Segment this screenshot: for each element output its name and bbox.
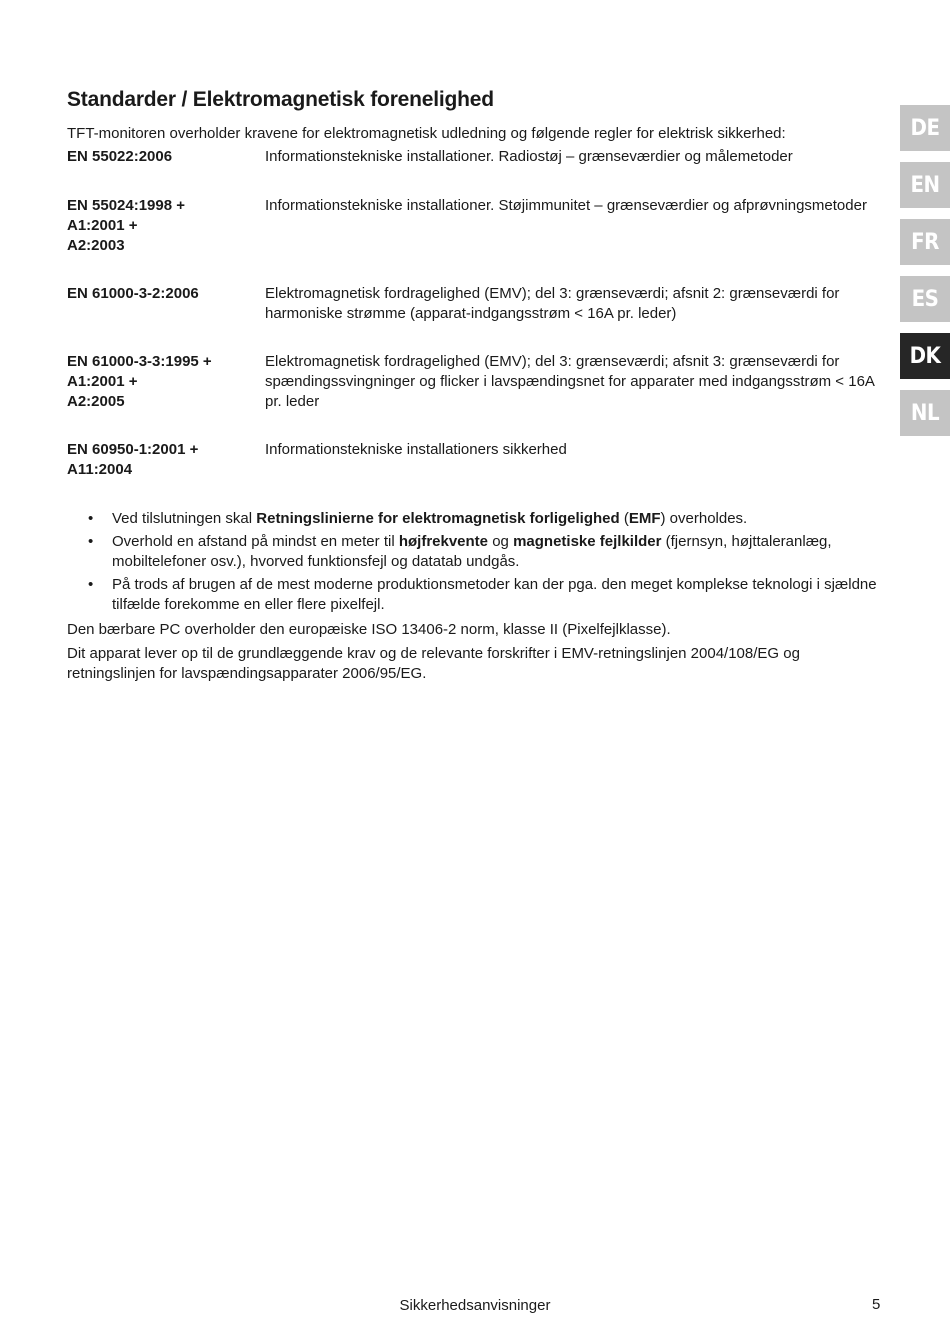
standard-code-line: A1:2001 + [67, 373, 138, 390]
standard-description: Informationstekniske installationer. Støjimmunitet – grænseværdier og afprøvningsmetoder [265, 197, 867, 214]
bullet-text: (fjernsyn, højttaleranlæg, mobiltelefoner osv.), hvorved funktionsfejl og datatab undgås. [112, 533, 832, 570]
standard-code-line: EN 61000-3-2:2006 [67, 285, 199, 302]
tab-en[interactable]: EN [900, 162, 950, 208]
directive-paragraph: Dit apparat lever op til de grundlæggende krav og de relevante forskrifter i EMV-retningslinjen 2004/108/EG og retningslinjen for lavspændingsapparater 2006/95/EG. [67, 645, 800, 682]
tab-es[interactable]: ES [900, 276, 950, 322]
bullet-text: og [488, 533, 514, 550]
page-heading: Standarder / Elektromagnetisk forenelighed [67, 88, 494, 111]
bullet-icon: • [88, 510, 94, 527]
standard-code [67, 147, 257, 167]
standard-code-line: EN 60950-1:2001 + [67, 441, 199, 458]
bullet-text: På trods af brugen af de mest moderne produktionsmetoder kan der pga. den meget komplekse teknologi i sjældne tilfælde forekomme en eller flere pixelfejl. [112, 576, 877, 613]
iso-paragraph: Den bærbare PC overholder den europæiske ISO 13406-2 norm, klasse II (Pixelfejlklasse). [67, 621, 671, 638]
standard-code-line: A1:2001 + [67, 217, 138, 234]
bullet-text: Overhold en afstand på mindst en meter til [112, 533, 399, 550]
standard-code [67, 284, 257, 304]
bullet-text: Ved tilslutningen skal [112, 510, 257, 527]
tab-fr[interactable]: FR [900, 219, 950, 265]
bullet-text: ) overholdes. [660, 510, 748, 527]
standard-code-line: EN 55022:2006 [67, 148, 173, 165]
standard-code-line: A2:2005 [67, 393, 125, 410]
bullet-icon: • [88, 533, 94, 550]
standard-description: Elektromagnetisk fordragelighed (EMV); del 3: grænseværdi; afsnit 3: grænseværdi for spændingssvingninger og flicker i lavspændingsnet for apparater med indgangsstrøm < 16A pr. leder [265, 353, 875, 410]
standard-code [67, 196, 257, 256]
bullet-text: ( [619, 510, 629, 527]
bullet-list [67, 509, 882, 618]
bullet-item [67, 509, 882, 529]
intro-text: TFT-monitoren overholder kravene for elektromagnetisk udledning og følgende regler for elektrisk sikkerhed: [67, 125, 786, 142]
standard-code-line: EN 61000-3-3:1995 + [67, 353, 212, 370]
bullet-item [67, 532, 882, 572]
bullet-text-bold: EMF [628, 510, 661, 527]
tab-de[interactable]: DE [900, 105, 950, 151]
bullet-icon: • [88, 576, 94, 593]
bullet-item [67, 575, 882, 615]
bullet-text-bold: Retningslinierne for elektromagnetisk forligelighed [256, 510, 620, 527]
standard-code-line: EN 55024:1998 + [67, 197, 186, 214]
standard-description: Informationstekniske installationer. Radiostøj – grænseværdier og målemetoder [265, 148, 793, 165]
standard-code-line: A11:2004 [67, 461, 133, 478]
bullet-text-bold: magnetiske fejlkilder [513, 533, 662, 550]
footer-title: Sikkerhedsanvisninger [399, 1297, 551, 1314]
standard-code [67, 352, 257, 412]
tab-dk[interactable]: DK [900, 333, 950, 379]
bullet-text-bold: højfrekvente [398, 533, 489, 550]
standard-code-line: A2:2003 [67, 237, 125, 254]
tab-nl[interactable]: NL [900, 390, 950, 436]
standard-code [67, 440, 257, 480]
standard-description: Elektromagnetisk fordragelighed (EMV); del 3: grænseværdi; afsnit 2: grænseværdi for harmoniske strømme (apparat-indgangsstrøm < 16A pr. leder) [265, 285, 840, 322]
page-number: 5 [872, 1296, 881, 1313]
standard-description: Informationstekniske installationers sikkerhed [265, 441, 567, 458]
